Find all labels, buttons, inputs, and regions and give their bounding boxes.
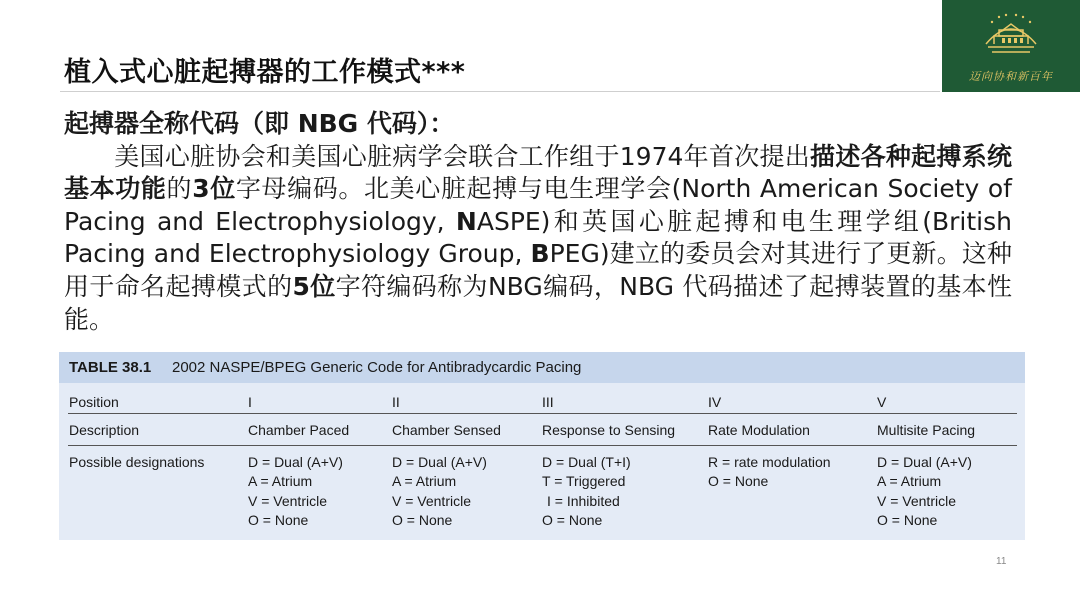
section-heading: 起搏器全称代码（即 NBG 代码）： bbox=[64, 109, 455, 138]
table-cell: Response to Sensing bbox=[542, 422, 676, 438]
logo-motto: 迈向协和新百年 bbox=[969, 70, 1053, 83]
table-cell: Chamber Sensed bbox=[392, 422, 501, 438]
list-item: A = Atrium bbox=[877, 473, 942, 490]
list-item: O = None bbox=[708, 473, 769, 490]
list-item: D = Dual (A+V) bbox=[877, 454, 972, 470]
text-run: 美国心脏协会和美国心脏病学会联合工作组于1974年首次提出 bbox=[114, 141, 811, 171]
text-run: PEG)建立的委员会对其进行了更新。这种用于命名起搏模式的 bbox=[64, 239, 1012, 301]
table-cell: V bbox=[877, 394, 887, 410]
table-rule bbox=[68, 413, 1017, 414]
table-cell: Chamber Paced bbox=[248, 422, 350, 438]
designation-list bbox=[708, 453, 831, 492]
designation-list bbox=[248, 453, 343, 530]
list-item: V = Ventricle bbox=[392, 492, 471, 509]
title-divider bbox=[60, 91, 940, 92]
page-number: 11 bbox=[996, 556, 1007, 567]
text-run-bold: N bbox=[455, 206, 477, 236]
slide-title: 植入式心脏起搏器的工作模式*** bbox=[64, 57, 466, 88]
table-number: TABLE 38.1 bbox=[69, 359, 152, 376]
table-caption bbox=[59, 352, 1025, 383]
table-caption-text: 2002 NASPE/BPEG Generic Code for Antibradycardic Pacing bbox=[172, 359, 582, 376]
list-item: D = Dual (A+V) bbox=[392, 454, 487, 470]
designation-list bbox=[877, 453, 972, 530]
table-cell: IV bbox=[708, 394, 722, 410]
hospital-building-icon bbox=[942, 0, 1080, 70]
list-item: T = Triggered bbox=[542, 473, 626, 490]
list-item: R = rate modulation bbox=[708, 454, 831, 470]
list-item: O = None bbox=[248, 511, 309, 528]
table-cell: Rate Modulation bbox=[708, 422, 810, 438]
list-item: O = None bbox=[392, 511, 453, 528]
text-run: 字母编码。北美心脏起搏与电生理学会(North American Society of Pacing and Electrophysiology, bbox=[64, 174, 1012, 236]
text-run: ASPE)和英国心脏起搏和电生理学组(British Pacing and Electrophysiology Group, bbox=[64, 206, 1012, 269]
logo-panel bbox=[942, 0, 1080, 92]
list-item: D = Dual (A+V) bbox=[248, 454, 343, 470]
table-cell: Possible designations bbox=[69, 454, 205, 470]
text-run-bold: 3位 bbox=[192, 174, 236, 204]
table-cell: Description bbox=[69, 422, 140, 438]
text-run: 字符编码称为NBG编码，NBG 代码描述了起搏装置的基本性能。 bbox=[64, 271, 1012, 334]
table-cell: Position bbox=[69, 394, 119, 410]
table-cell: I bbox=[248, 394, 252, 410]
table-cell: III bbox=[542, 394, 554, 410]
list-item: V = Ventricle bbox=[877, 492, 956, 509]
list-item: O = None bbox=[877, 511, 938, 528]
designation-list bbox=[542, 453, 631, 530]
table-cell: Multisite Pacing bbox=[877, 422, 976, 438]
list-item: V = Ventricle bbox=[248, 492, 327, 509]
text-run-bold: 5位 bbox=[292, 271, 336, 301]
list-item: O = None bbox=[542, 511, 603, 528]
body-text bbox=[64, 108, 1012, 336]
list-item: A = Atrium bbox=[248, 473, 313, 490]
list-item: A = Atrium bbox=[392, 473, 457, 490]
text-run-bold: B bbox=[530, 239, 550, 269]
pacing-code-table bbox=[59, 352, 1025, 540]
list-item: D = Dual (T+I) bbox=[542, 454, 631, 470]
body-paragraph bbox=[64, 141, 1012, 337]
list-item: I = Inhibited bbox=[547, 492, 620, 509]
designation-list bbox=[392, 453, 487, 530]
text-run-bold: 描述各种起搏系统基本功能 bbox=[64, 141, 1012, 204]
text-run: 的 bbox=[166, 174, 193, 204]
table-rule bbox=[68, 445, 1017, 446]
table-cell: II bbox=[392, 394, 400, 410]
